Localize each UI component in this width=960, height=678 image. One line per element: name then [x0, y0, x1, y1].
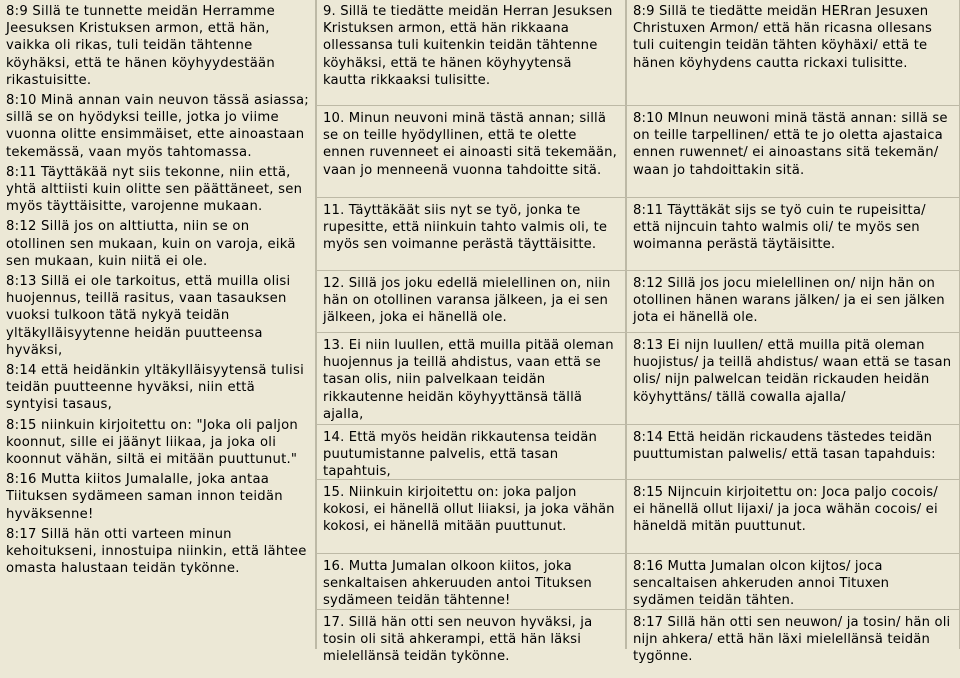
cell-12	[317, 271, 625, 333]
cell-3-8-13	[627, 333, 959, 425]
cell-3-8-17	[627, 610, 959, 678]
column-1776-translation	[316, 0, 626, 665]
verse-3-8-15: 8:15 Nijncuin kirjoitettu on: Joca paljo cocois/ ei hänellä ollut lijaxi/ ja joca wähän cocois/ ei häneldä mitän puuttunut.	[633, 485, 938, 535]
verse-3-8-17: 8:17 Sillä hän otti sen neuwon/ ja tosin/ hän oli nijn ahkera/ että hän läxi mielellänsä teidän tygönne.	[633, 615, 951, 665]
cell-14	[317, 425, 625, 480]
verse-10: 10. Minun neuvoni minä tästä annan; sillä se on teille hyödyllinen, että te olette ennen ruvenneet ei ainoasti sitä tekemään, vaan jo menneenä vuonna tahdoitte sitä.	[323, 111, 618, 178]
verse-8-17: 8:17 Sillä hän otti varteen minun kehoitukseni, innostuipa niinkin, että lähtee omasta halustaan teidän tykönne.	[6, 526, 307, 577]
cell-16	[317, 554, 625, 610]
verse-8-12: 8:12 Sillä jos on alttiutta, niin se on otollinen sen mukaan, kuin on varoja, eikä sen mukaan, kuin niitä ei ole.	[6, 219, 296, 269]
column-1642-translation	[626, 0, 960, 665]
cell-10	[317, 106, 625, 198]
verse-3-8-9: 8:9 Sillä te tiedätte meidän HERran Jesuxen Christuxen Armon/ että hän ricasna ollesans tuli cuitengin teidän tähten köyhäxi/ että te hänen köyhydens cautta rickaxi tulisitte.	[633, 4, 933, 71]
verse-14: 14. Että myös heidän rikkautensa teidän puutumistanne palvelis, että tasan tapahtuis,	[323, 430, 597, 480]
verse-3-8-14: 8:14 Että heidän rickaudens tästedes teidän puuttumistan palwelis/ että tasan tapahduis:	[633, 430, 936, 463]
cell-17	[317, 610, 625, 678]
cell-13	[317, 333, 625, 425]
cell-3-8-16	[627, 554, 959, 610]
verse-8-16: 8:16 Mutta kiitos Jumalalle, joka antaa Tiituksen sydämeen saman innon teidän hyväksenne!	[6, 472, 283, 522]
verse-17: 17. Sillä hän otti sen neuvon hyväksi, ja tosin oli sitä ahkerampi, että hän läksi mielellänsä teidän tykönne.	[323, 615, 593, 665]
verse-8-9: 8:9 Sillä te tunnette meidän Herramme Jeesuksen Kristuksen armon, että hän, vaikka oli rikas, tuli teidän tähtenne köyhäksi, että te hänen köyhyydestään rikastuisitte.	[6, 4, 276, 88]
verse-3-8-10: 8:10 MInun neuwoni minä tästä annan: sillä se on teille tarpellinen/ että te jo oletta ajastaica ennen ruwennet/ ei ainoastans sitä tekemän/ waan jo tahdoittakin sitä.	[633, 111, 948, 178]
verse-13: 13. Ei niin luullen, että muilla pitää oleman huojennus ja teillä ahdistus, vaan että se tasan olis, niin palvelkaan teidän rikkautenne heidän köyhyyttänsä tällä ajalla,	[323, 338, 614, 422]
cell-3-8-14	[627, 425, 959, 480]
verse-8-14: 8:14 että heidänkin yltäkylläisyytensä tulisi teidän puutteenne hyväksi, niin että syntyisi tasaus,	[6, 363, 305, 413]
cell-15	[317, 480, 625, 554]
cell-3-8-9	[627, 3, 959, 106]
verse-8-15: 8:15 niinkuin kirjoitettu on: "Joka oli paljon koonnut, sille ei jäänyt liikaa, ja joka oli koonnut vähän, siltä ei mitään puuttunut."	[6, 417, 299, 468]
verse-12: 12. Sillä jos joku edellä mielellinen on, niin hän on otollinen varansa jälkeen, ja ei sen jälkeen, joka ei hänellä ole.	[323, 276, 611, 326]
verse-8-13: 8:13 Sillä ei ole tarkoitus, että muilla olisi huojennus, teillä rasitus, vaan tasauksen vuoksi tulkoon tätä nykyä teidän yltäkylläisyytenne heidän puutteensa hyväksi,	[6, 274, 291, 358]
cell-9	[317, 3, 625, 106]
cell-3-8-10	[627, 106, 959, 198]
verse-15: 15. Niinkuin kirjoitettu on: joka paljon kokosi, ei hänellä ollut liiaksi, ja joka vähän kokosi, ei hänellä mitään puuttunut.	[323, 485, 615, 535]
verse-8-10: 8:10 Minä annan vain neuvon tässä asiassa; sillä se on hyödyksi teille, jotka jo viime vuonna olitte ensimmäiset, ette ainoastaan tekemässä, vaan myös tahtomassa.	[6, 93, 309, 160]
cell-3-8-12	[627, 271, 959, 333]
verse-11: 11. Täyttäkäät siis nyt se työ, jonka te rupesitte, että niinkuin tahto valmis oli, te myös sen voimanne perästä täyttäisitte.	[323, 203, 608, 253]
verse-3-8-13: 8:13 Ei nijn luullen/ että muilla pitä oleman huojistus/ ja teillä ahdistus/ waan että se tasan olis/ nijn palwelcan teidän rickauden heidän köyhyttäns/ tällä cowalla ajalla/	[633, 338, 952, 405]
cell-11	[317, 198, 625, 271]
column-modern-translation	[0, 0, 316, 649]
verse-8-11: 8:11 Täyttäkää nyt siis tekonne, niin että, yhtä alttiisti kuin olitte sen päättäneet, sen myös täyttäisitte, varojenne mukaan.	[6, 164, 303, 215]
cell-3-8-11	[627, 198, 959, 271]
verse-9: 9. Sillä te tiedätte meidän Herran Jesuksen Kristuksen armon, että hän rikkaana ollessansa tuli kuitenkin teidän tähtenne köyhäksi, että te hänen köyhyytensä kautta rikkaaksi tulisitte.	[323, 4, 613, 88]
verse-3-8-12: 8:12 Sillä jos jocu mielellinen on/ nijn hän on otollinen hänen warans jälken/ ja ei sen jälken jota ei hänellä ole.	[633, 276, 945, 326]
verse-16: 16. Mutta Jumalan olkoon kiitos, joka senkaltaisen ahkeruuden antoi Tituksen sydämeen teidän tähtenne!	[323, 559, 592, 609]
cell-3-8-15	[627, 480, 959, 554]
verse-3-8-16: 8:16 Mutta Jumalan olcon kijtos/ joca sencaltaisen ahkeruden annoi Tituxen sydämen teidän tähten.	[633, 559, 890, 609]
verse-3-8-11: 8:11 Täyttäkät sijs se työ cuin te rupeisitta/ että nijncuin tahto walmis oli/ te myös sen woimanna perästä täytäisitte.	[633, 203, 926, 253]
